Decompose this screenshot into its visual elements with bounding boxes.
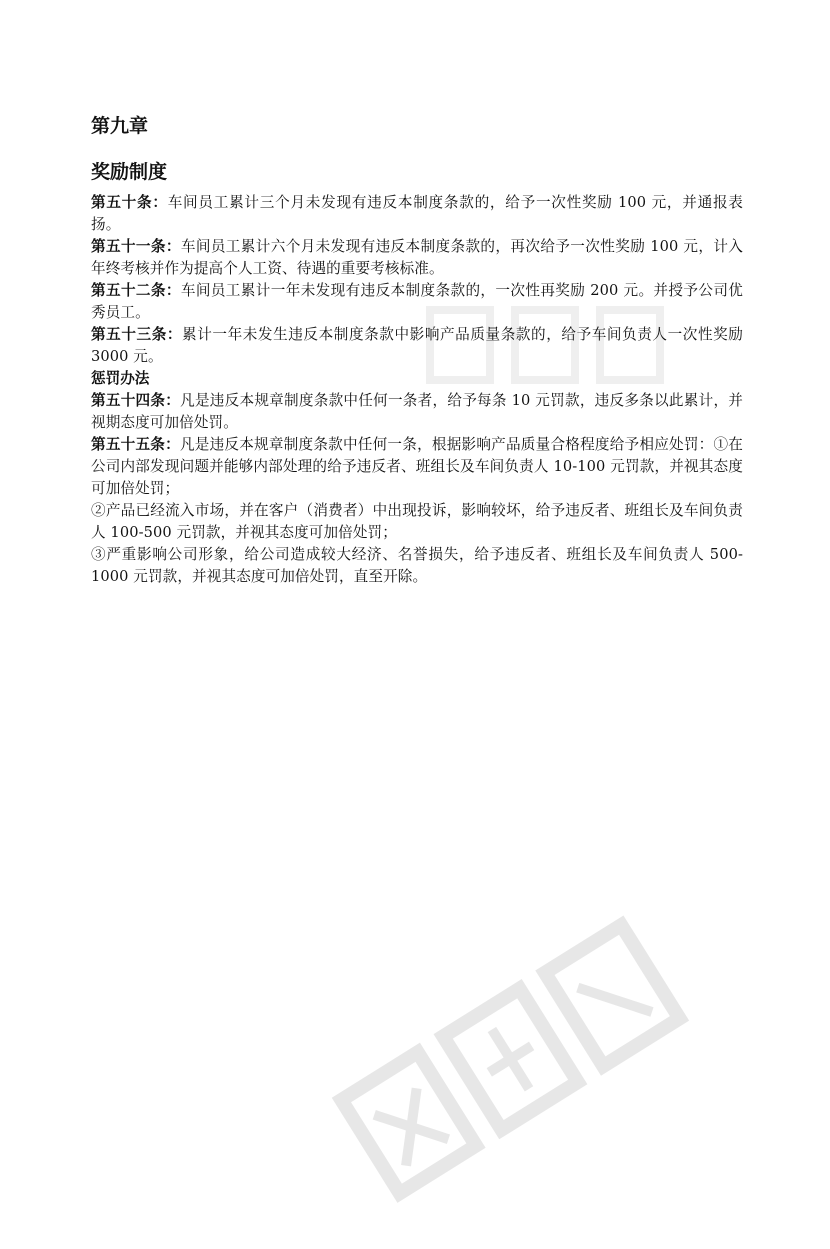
article-text: 车间员工累计一年未发现有违反本制度条款的，一次性再奖励 200 元。并授予公司优秀员工。 [91, 282, 743, 321]
penalty-item: ③严重影响公司形象，给公司造成较大经济、名誉损失，给予违反者、班组长及车间负责人 500-1000 元罚款，并视其态度可加倍处罚，直至开除。 [91, 546, 743, 585]
article-55 [91, 434, 743, 500]
document-page [91, 112, 743, 588]
article-text: 累计一年未发生违反本制度条款中影响产品质量条款的，给予车间负责人一次性奖励 3000 元。 [91, 326, 743, 365]
article-label: 第五十四条： [91, 392, 181, 409]
article-label: 第五十二条： [91, 282, 181, 299]
article-51 [91, 236, 743, 280]
article-label: 第五十三条： [91, 326, 183, 343]
chapter-title: 第九章 [91, 115, 149, 137]
watermark-stamp-icon [312, 881, 729, 1249]
article-label: 第五十五条： [91, 436, 180, 453]
article-text: 车间员工累计六个月未发现有违反本制度条款的，再次给予一次性奖励 100 元，计入年终考核并作为提高个人工资、待遇的重要考核标准。 [91, 238, 743, 277]
article-53 [91, 324, 743, 368]
article-text: 凡是违反本规章制度条款中任何一条者，给予每条 10 元罚款，违反多条以此累计，并视期态度可加倍处罚。 [91, 392, 743, 431]
article-52 [91, 280, 743, 324]
article-54 [91, 390, 743, 434]
section-title: 奖励制度 [91, 161, 168, 183]
article-50 [91, 192, 743, 236]
penalty-item: ②产品已经流入市场，并在客户（消费者）中出现投诉，影响较坏，给予违反者、班组长及车间负责人 100-500 元罚款，并视其态度可加倍处罚； [91, 502, 743, 541]
penalty-heading: 惩罚办法 [91, 370, 150, 387]
article-text: 凡是违反本规章制度条款中任何一条，根据影响产品质量合格程度给予相应处罚：①在公司内部发现问题并能够内部处理的给予违反者、班组长及车间负责人 10-100 元罚款，并视其态度可加倍处罚； [91, 436, 743, 497]
article-label: 第五十一条： [91, 238, 181, 255]
article-label: 第五十条： [91, 194, 168, 211]
article-text: 车间员工累计三个月未发现有违反本制度条款的，给予一次性奖励 100 元，并通报表扬。 [91, 194, 743, 233]
